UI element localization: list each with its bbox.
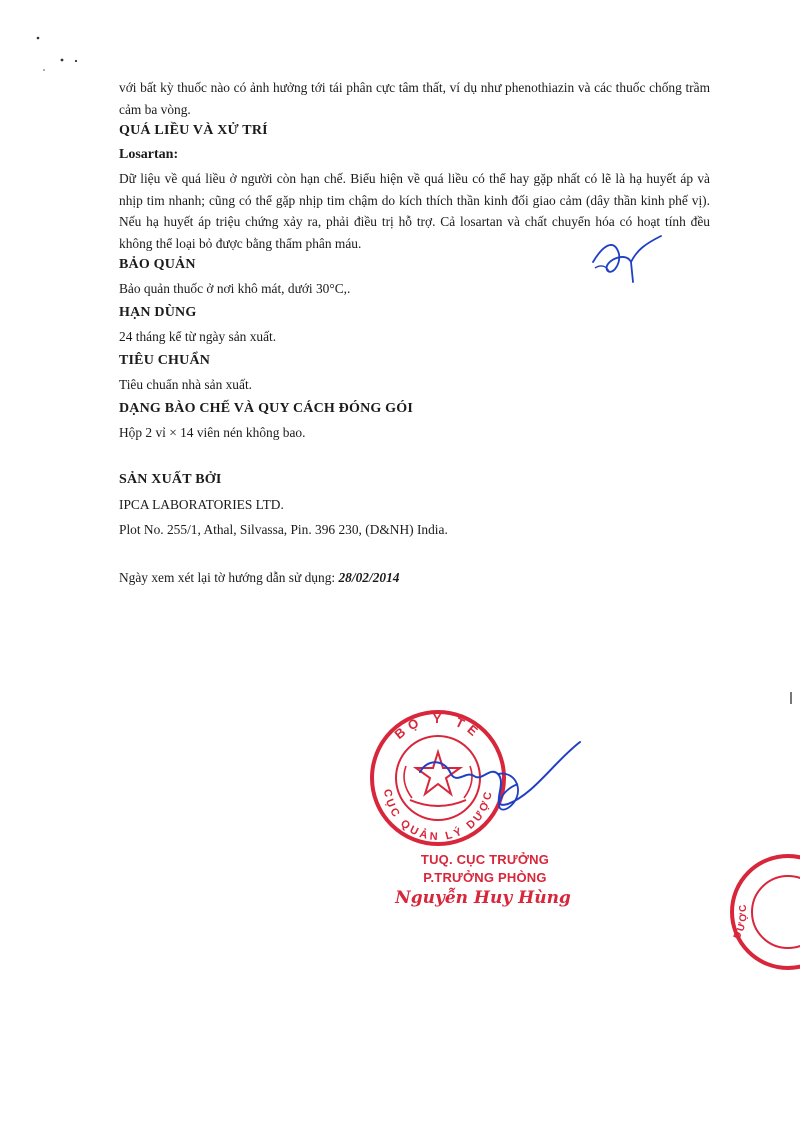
losartan-subheading: Losartan: [119, 147, 179, 162]
dosage-form-heading: DẠNG BÀO CHẾ VÀ QUY CÁCH ĐÓNG GÓI [119, 401, 414, 416]
dosage-form-text: Hộp 2 vỉ × 14 viên nén không bao. [119, 425, 306, 440]
initials-signature [585, 232, 665, 287]
manufacturer-heading: SẢN XUẤT BỞI [119, 472, 222, 487]
stamp-line-1: TUQ. CỤC TRƯỞNG [420, 852, 550, 867]
manufacturer-name: IPCA LABORATORIES LTD. [119, 497, 284, 512]
expiry-text: 24 tháng kể từ ngày sản xuất. [119, 329, 277, 344]
storage-text: Bảo quản thuốc ở nơi khô mát, dưới 30°C,. [119, 281, 351, 296]
svg-text:CỤC QUẢN LÝ DƯỢC [381, 788, 495, 843]
seal-top-text: BỘ Y TẾ [391, 710, 485, 743]
scan-specks [0, 0, 120, 80]
seal-bottom-text: CỤC QUẢN LÝ DƯỢC [380, 788, 496, 844]
review-date-label: Ngày xem xét lại tờ hướng dẫn sử dụng: [119, 570, 336, 585]
standard-text: Tiêu chuẩn nhà sản xuất. [119, 377, 253, 392]
review-date-value: 28/02/2014 [338, 570, 400, 585]
partial-seal [700, 850, 800, 970]
signer-name: Nguyễn Huy Hùng [395, 888, 571, 908]
overdose-paragraph: Dữ liệu về quá liều ở người còn hạn chế. Biểu hiện về quá liều có thể hay gặp nhất có lẽ là hạ huyết áp và nhịp tim nhanh; cũng có thể gặp nhịp tim chậm do kích thích thần kinh đối giao cảm (dây thần kinh phế vị). Nếu hạ huyết áp triệu chứng xảy ra, phải điều trị hỗ trợ. Cả losartan và chất chuyển hóa có hoạt tính đều không thể loại bỏ được bằng thẩm phân máu. [119, 171, 710, 251]
intro-paragraph: với bất kỳ thuốc nào có ảnh hưởng tới tái phân cực tâm thất, ví dụ như phenothiazin và các thuốc chống trầm cảm ba vòng. [119, 80, 710, 117]
standard-heading: TIÊU CHUẨN [119, 353, 211, 368]
manufacturer-address: Plot No. 255/1, Athal, Silvassa, Pin. 396 230, (D&NH) India. [119, 522, 448, 537]
storage-heading: BẢO QUẢN [119, 257, 196, 272]
overdose-heading: QUÁ LIỀU VÀ XỬ TRÍ [119, 123, 268, 138]
ministry-seal [358, 700, 588, 850]
partial-seal-text: DƯỢC [731, 901, 750, 942]
svg-text:BỘ Y TẾ [391, 711, 484, 742]
scan-mark [790, 692, 792, 704]
stamp-line-2: P.TRƯỞNG PHÒNG [423, 870, 547, 885]
expiry-heading: HẠN DÙNG [119, 305, 197, 320]
review-date-line [119, 570, 400, 586]
